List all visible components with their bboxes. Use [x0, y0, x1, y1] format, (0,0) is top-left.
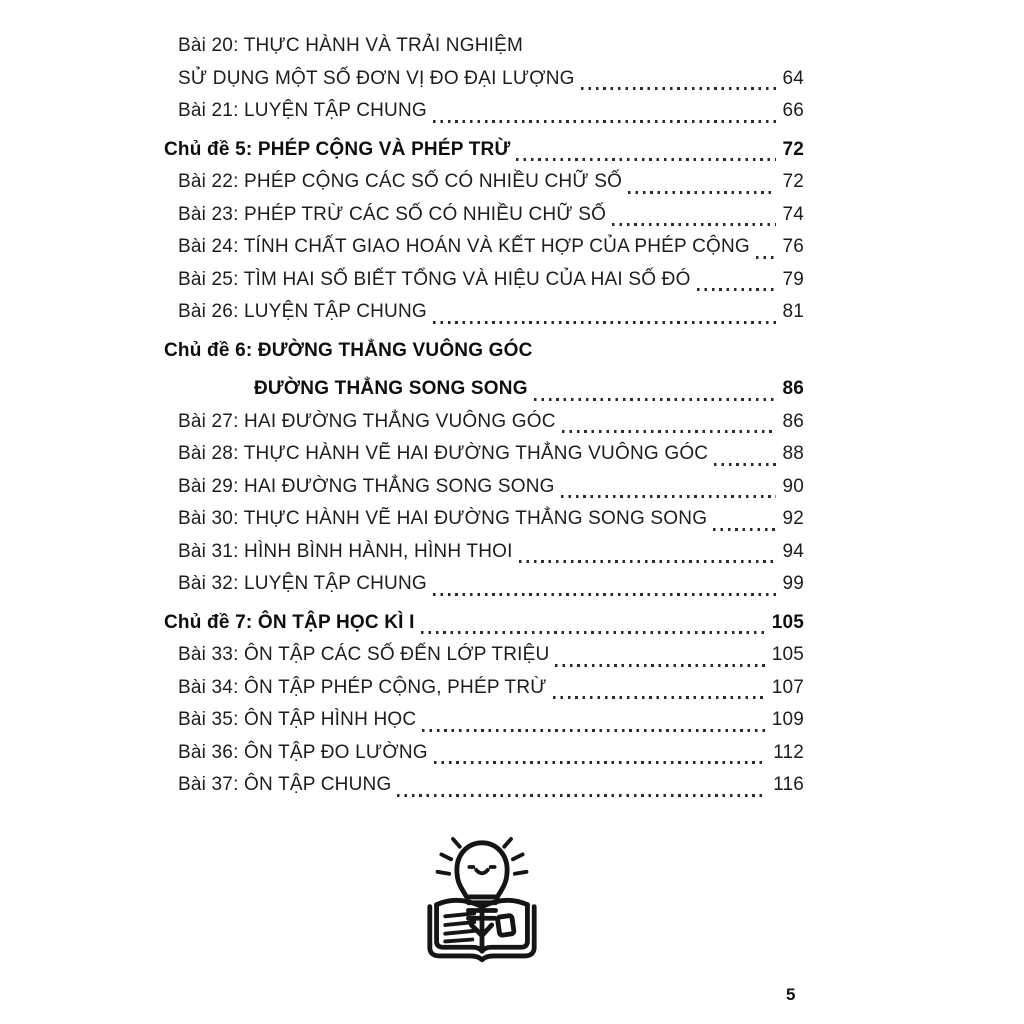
- toc-entry: [164, 231, 804, 264]
- toc-entry: [164, 737, 804, 770]
- toc-entry-page-number: 94: [782, 540, 804, 562]
- toc-entry-page-number: 105: [771, 644, 804, 665]
- toc-entry: [164, 406, 804, 439]
- toc-entry: [164, 296, 804, 329]
- toc-entry-page-number: 116: [773, 774, 804, 795]
- toc-entry-page-number: 81: [782, 301, 804, 322]
- toc-entry: [164, 769, 804, 802]
- toc-entry-page-number: 66: [782, 100, 804, 121]
- toc-leader-dots: [422, 729, 765, 732]
- toc-entry-page-number: 74: [782, 203, 804, 225]
- toc-entry-page-number: 107: [771, 676, 804, 698]
- toc-entry-page-number: 109: [771, 709, 804, 730]
- table-of-contents: [164, 30, 804, 802]
- toc-leader-dots: [433, 593, 777, 596]
- toc-entry-title: Bài 37: ÔN TẬP CHUNG: [178, 774, 392, 795]
- toc-entry-title: Bài 32: LUYỆN TẬP CHUNG: [178, 573, 427, 594]
- toc-entry-page-number: 99: [782, 573, 804, 594]
- toc-entry-title: Bài 21: LUYỆN TẬP CHUNG: [178, 100, 427, 121]
- toc-entry-title: Bài 24: TÍNH CHẤT GIAO HOÁN VÀ KẾT HỢP CỦA PHÉP CỘNG: [178, 236, 750, 257]
- toc-entry-page-number: 105: [771, 611, 804, 633]
- toc-entry-title: Chủ đề 6: ĐƯỜNG THẲNG VUÔNG GÓC: [164, 339, 533, 361]
- toc-entry: [164, 134, 804, 167]
- toc-entry: [164, 471, 804, 504]
- toc-entry-page-number: 90: [782, 475, 804, 497]
- toc-leader-dots: [421, 631, 766, 634]
- toc-entry: [164, 536, 804, 569]
- toc-entry-page-number: 72: [782, 138, 804, 160]
- toc-entry-title: SỬ DỤNG MỘT SỐ ĐƠN VỊ ĐO ĐẠI LƯỢNG: [178, 67, 575, 89]
- toc-entry-title: Chủ đề 7: ÔN TẬP HỌC KÌ I: [164, 611, 415, 633]
- toc-leader-dots: [433, 120, 777, 123]
- toc-entry: [164, 438, 804, 471]
- toc-entry-page-number: 79: [782, 268, 804, 290]
- toc-entry: [164, 95, 804, 128]
- toc-entry: [164, 166, 804, 199]
- toc-entry-page-number: 86: [782, 410, 804, 432]
- toc-leader-dots: [561, 495, 777, 498]
- toc-entry: [164, 568, 804, 601]
- toc-leader-dots: [697, 288, 777, 291]
- toc-entry-title: Bài 33: ÔN TẬP CÁC SỐ ĐẾN LỚP TRIỆU: [178, 644, 550, 665]
- toc-leader-dots: [756, 256, 777, 259]
- toc-entry-title: Bài 30: THỰC HÀNH VẼ HAI ĐƯỜNG THẲNG SONG SONG: [178, 508, 708, 529]
- toc-entry-title: Bài 20: THỰC HÀNH VÀ TRẢI NGHIỆM: [178, 35, 523, 56]
- toc-entry-title: Bài 34: ÔN TẬP PHÉP CỘNG, PHÉP TRỪ: [178, 676, 547, 698]
- toc-entry-title: Bài 25: TÌM HAI SỐ BIẾT TỔNG VÀ HIỆU CỦA HAI SỐ ĐÓ: [178, 268, 691, 290]
- toc-entry-title: Bài 23: PHÉP TRỪ CÁC SỐ CÓ NHIỀU CHỮ SỐ: [178, 203, 607, 225]
- page-number: 5: [786, 985, 796, 1004]
- toc-entry: [164, 63, 804, 96]
- toc-entry: [164, 704, 804, 737]
- toc-entry: [164, 639, 804, 672]
- toc-entry-page-number: 112: [773, 741, 804, 763]
- toc-entry: [164, 199, 804, 232]
- toc-leader-dots: [553, 696, 766, 699]
- toc-leader-dots: [562, 430, 777, 433]
- toc-entry-title: Chủ đề 5: PHÉP CỘNG VÀ PHÉP TRỪ: [164, 138, 511, 160]
- toc-entry: [164, 503, 804, 536]
- toc-leader-dots: [714, 463, 776, 466]
- toc-entry: [164, 335, 804, 368]
- toc-entry-page-number: 86: [782, 378, 804, 399]
- toc-entry-page-number: 72: [782, 171, 804, 192]
- toc-leader-dots: [581, 87, 777, 90]
- toc-entry: [164, 373, 804, 406]
- toc-leader-dots: [434, 761, 767, 764]
- toc-entry-title: Bài 27: HAI ĐƯỜNG THẲNG VUÔNG GÓC: [178, 410, 556, 432]
- toc-entry-title: Bài 26: LUYỆN TẬP CHUNG: [178, 301, 427, 322]
- toc-entry: [164, 30, 804, 63]
- toc-leader-dots: [534, 398, 777, 401]
- toc-entry: [164, 607, 804, 640]
- toc-entry: [164, 264, 804, 297]
- toc-entry-title: Bài 36: ÔN TẬP ĐO LƯỜNG: [178, 741, 428, 763]
- toc-entry-page-number: 92: [782, 508, 804, 529]
- toc-entry: [164, 672, 804, 705]
- toc-entry-title: Bài 22: PHÉP CỘNG CÁC SỐ CÓ NHIỀU CHỮ SỐ: [178, 171, 623, 192]
- toc-entry-page-number: 88: [782, 443, 804, 464]
- toc-leader-dots: [713, 528, 776, 531]
- toc-leader-dots: [516, 158, 776, 161]
- toc-leader-dots: [433, 321, 777, 324]
- toc-entry-title: Bài 29: HAI ĐƯỜNG THẲNG SONG SONG: [178, 475, 555, 497]
- toc-entry-page-number: 76: [782, 236, 804, 257]
- toc-leader-dots: [628, 191, 776, 194]
- toc-leader-dots: [519, 560, 777, 563]
- toc-entry-title: ĐƯỜNG THẲNG SONG SONG: [254, 378, 528, 399]
- toc-entry-title: Bài 35: ÔN TẬP HÌNH HỌC: [178, 709, 417, 730]
- toc-leader-dots: [397, 794, 767, 797]
- lightbulb-over-open-book-icon: [424, 826, 540, 966]
- toc-leader-dots: [555, 664, 765, 667]
- toc-leader-dots: [612, 223, 776, 226]
- toc-entry-title: Bài 28: THỰC HÀNH VẼ HAI ĐƯỜNG THẲNG VUÔNG GÓC: [178, 443, 709, 464]
- toc-entry-title: Bài 31: HÌNH BÌNH HÀNH, HÌNH THOI: [178, 540, 513, 562]
- toc-entry-page-number: 64: [782, 67, 804, 89]
